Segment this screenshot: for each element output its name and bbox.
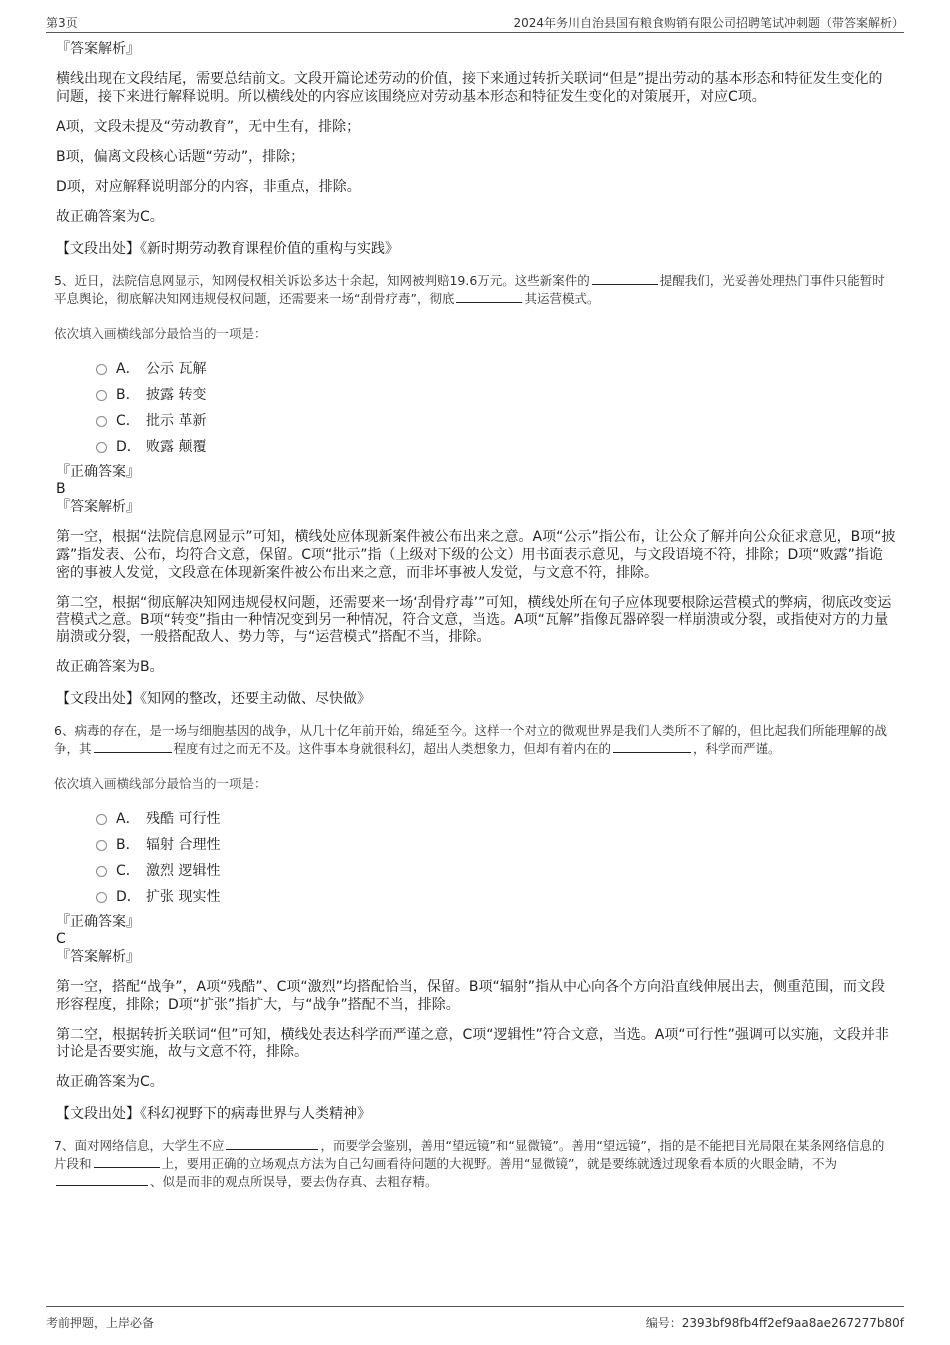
option-c[interactable]: C． 批示 革新	[96, 408, 896, 434]
question-stem: 5、近日，法院信息网显示，知网侵权相关诉讼多达十余起，知网被判赔19.6万元。这些新案件的 提醒我们，光妥善处理热门事件只能暂时平息舆论，彻底解决知网违规侵权问题，还需要来一场“刮骨疗毒”，彻底 其运营模式。	[54, 273, 885, 306]
question-stem: 7、面对网络信息，大学生不应 ，而要学会鉴别，善用“望远镜”和“显微镜”。善用“望远镜”，指的是不能把目光局限在某条网络信息的片段和 上，要用正确的立场观点方法为自己勾画看待问题的大视野。善用“显微镜”，就是要练就透过现象看本质的火眼金睛，不为、似是而非的观点所误导，要去伪存真、去粗存精。	[54, 1138, 885, 1189]
radio-button-icon[interactable]	[96, 364, 107, 375]
final-answer-text: 故正确答案为B。	[56, 659, 164, 675]
radio-button-icon[interactable]	[96, 840, 107, 851]
fill-blank	[456, 290, 522, 303]
option-b[interactable]: B． 辐射 合理性	[96, 832, 896, 858]
correct-answer: C	[56, 931, 66, 947]
question-6	[56, 722, 896, 1123]
analysis-paragraph: 第二空，根据“彻底解决知网违规侵权问题，还需要来一场‘刮骨疗毒’”可知，横线处所在句子应体现要根除运营模式的弊病，彻底改变运营模式之意。B项“转变”指由一种情况变到另一种情况，符合文意，当选。A项“瓦解”指像瓦器碎裂一样崩溃或分裂，或指使对方的力量崩溃或分裂，一般搭配敌人、势力等，与“运营模式”搭配不当，排除。	[56, 595, 892, 645]
radio-button-icon[interactable]	[96, 892, 107, 903]
source-citation: 【文段出处】《知网的整改，还要主动做、尽快做》	[56, 691, 371, 707]
document-title: 2024年务川自治县国有粮食购销有限公司招聘笔试冲刺题（带答案解析）	[513, 16, 904, 30]
correct-answer-label: 『正确答案』	[56, 914, 140, 930]
footer-slogan: 考前押题，上岸必备	[46, 1316, 155, 1330]
question-stem: 6、病毒的存在，是一场与细胞基因的战争，从几十亿年前开始，绵延至今。这样一个对立的微观世界是我们人类所不了解的，但比起我们所能理解的战争，其 程度有过之而无不及。这件事本身就很科幻，超出人类想象力，但却有着内在的 ，科学而严谨。	[54, 723, 887, 756]
analysis-paragraph: 横线出现在文段结尾，需要总结前文。文段开篇论述劳动的价值，接下来通过转折关联词“但是”提出劳动的基本形态和特征发生变化的问题，接下来进行解释说明。所以横线处的内容应该围绕应对劳动基本形态和特征发生变化的对策展开，对应C项。	[56, 71, 883, 105]
document-code: 编号：2393bf98fb4ff2ef9aa8ae267277b80f	[645, 1316, 904, 1330]
answer-options	[96, 356, 896, 460]
option-a[interactable]: A． 残酷 可行性	[96, 806, 896, 832]
option-d[interactable]: D． 扩张 现实性	[96, 884, 896, 910]
correct-answer: B	[56, 481, 66, 497]
fill-blank	[56, 1173, 148, 1186]
source-citation: 【文段出处】《新时期劳动教育课程价值的重构与实践》	[56, 241, 399, 257]
option-d[interactable]: D． 败露 颠覆	[96, 434, 896, 460]
option-a[interactable]: A． 公示 瓦解	[96, 356, 896, 382]
final-answer-text: 故正确答案为C。	[56, 209, 164, 225]
analysis-paragraph: A项，文段未提及“劳动教育”，无中生有，排除；	[56, 119, 361, 135]
analysis-paragraph: 第二空，根据转折关联词“但”可知，横线处表达科学而严谨之意，C项“逻辑性”符合文意，当选。A项“可行性”强调可以实施，文段并非讨论是否要实施，故与文意不符，排除。	[56, 1027, 889, 1060]
page-header	[46, 12, 904, 33]
fill-blank	[592, 272, 658, 285]
analysis-label: 『答案解析』	[56, 41, 140, 57]
correct-answer-label: 『正确答案』	[56, 464, 140, 480]
question-7	[56, 1137, 896, 1191]
question-instruction: 依次填入画横线部分最恰当的一项是：	[54, 326, 267, 341]
radio-button-icon[interactable]	[96, 390, 107, 401]
radio-button-icon[interactable]	[96, 866, 107, 877]
radio-button-icon[interactable]	[96, 814, 107, 825]
q4-analysis-block	[56, 40, 896, 258]
analysis-paragraph: B项，偏离文段核心话题“劳动”，排除；	[56, 149, 305, 165]
analysis-label: 『答案解析』	[56, 499, 140, 515]
fill-blank	[94, 1155, 160, 1168]
radio-button-icon[interactable]	[96, 416, 107, 427]
final-answer-text: 故正确答案为C。	[56, 1074, 164, 1090]
page-content	[56, 40, 896, 1191]
analysis-paragraph: D项，对应解释说明部分的内容，非重点，排除。	[56, 179, 361, 195]
option-c[interactable]: C． 激烈 逻辑性	[96, 858, 896, 884]
fill-blank	[226, 1137, 318, 1150]
source-citation: 【文段出处】《科幻视野下的病毒世界与人类精神》	[56, 1106, 371, 1122]
page-number: 第3页	[46, 16, 78, 30]
page-footer	[46, 1306, 904, 1331]
fill-blank	[94, 740, 172, 753]
question-instruction: 依次填入画横线部分最恰当的一项是：	[54, 776, 267, 791]
radio-button-icon[interactable]	[96, 442, 107, 453]
question-5	[56, 272, 896, 708]
analysis-paragraph: 第一空，根据“法院信息网显示”可知，横线处应体现新案件被公布出来之意。A项“公示”指公布，让公众了解并向公众征求意见，B项“披露”指发表、公布，均符合文意，保留。C项“批示”指（上级对下级的公文）用书面表示意见，与文段语境不符，排除；D项“败露”指诡密的事被人发觉，文段意在体现新案件被公布出来之意，而非坏事被人发觉，与文意不符，排除。	[56, 529, 896, 581]
analysis-label: 『答案解析』	[56, 949, 140, 965]
fill-blank	[613, 740, 691, 753]
analysis-paragraph: 第一空，搭配“战争”，A项“残酷”、C项“激烈”均搭配恰当，保留。B项“辐射”指从中心向各个方向沿直线伸展出去，侧重范围，而文段形容程度，排除；D项“扩张”指扩大，与“战争”搭配不当，排除。	[56, 979, 885, 1013]
option-b[interactable]: B． 披露 转变	[96, 382, 896, 408]
answer-options	[96, 806, 896, 910]
